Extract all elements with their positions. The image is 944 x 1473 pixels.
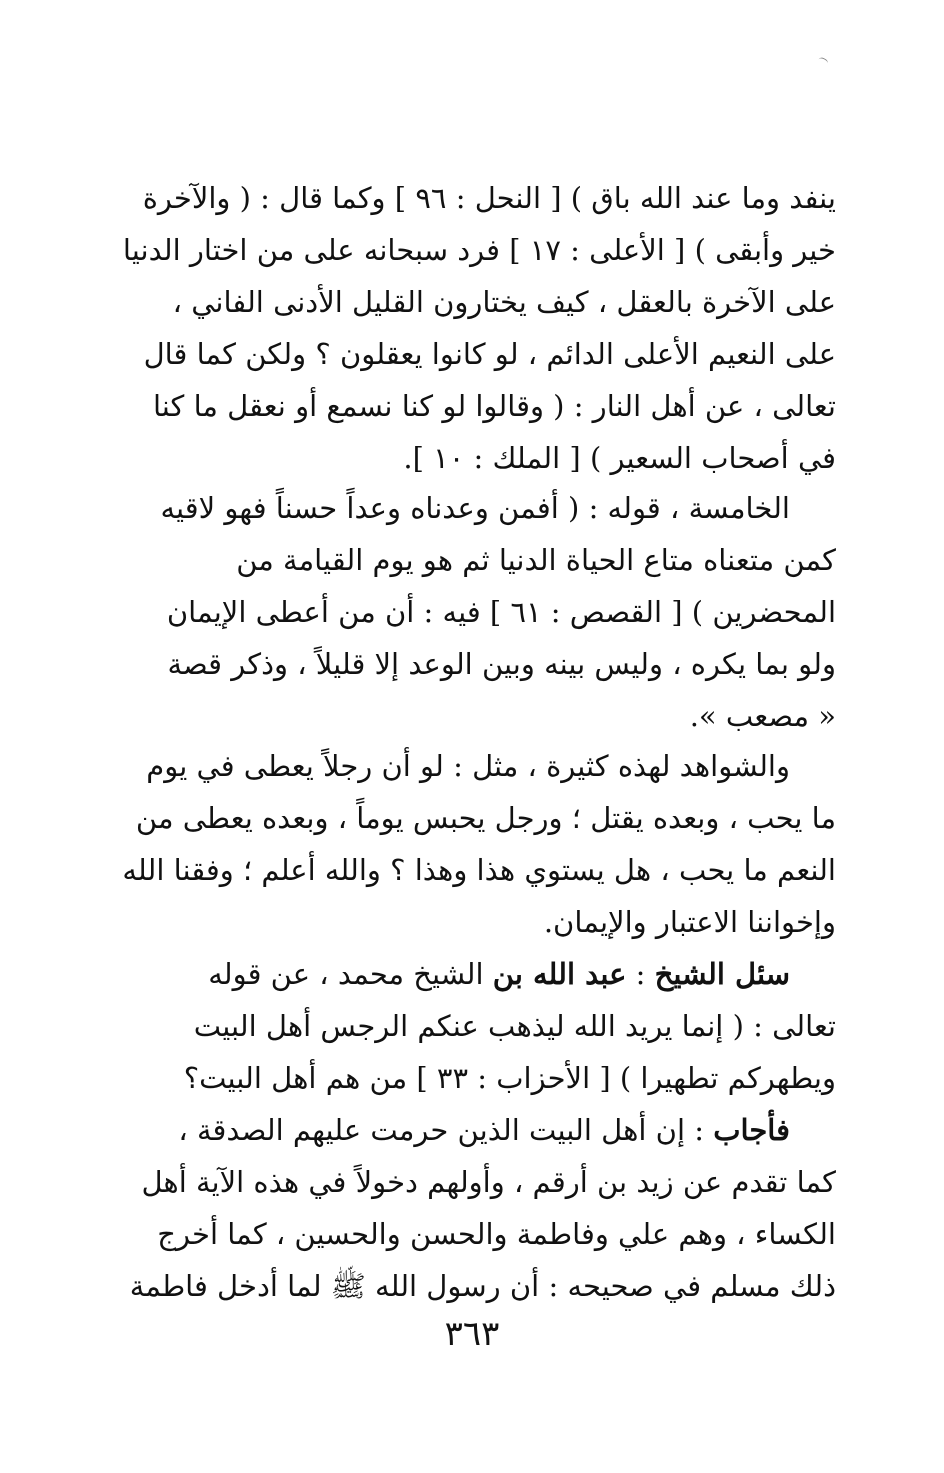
paragraph-2 (96, 482, 836, 742)
text-span: الشيخ محمد ، عن قوله (208, 957, 493, 991)
text-line (96, 1104, 836, 1156)
text-line: ينفد وما عند الله باق ) [ النحل : ٩٦ ] وكما قال : ( والآخرة (142, 181, 836, 215)
text-line: ذلك مسلم في صحيحه : أن رسول الله ﷺ لما أدخل فاطمة (129, 1269, 836, 1303)
text-line: وإخواننا الاعتبار والإيمان. (543, 905, 836, 939)
text-line: كمن متعناه متاع الحياة الدنيا ثم هو يوم القيامة من (236, 543, 836, 577)
text-line: والشواهد لهذه كثيرة ، مثل : لو أن رجلاً يعطى في يوم (146, 749, 790, 783)
scholar-name: عبد الله بن (492, 957, 627, 991)
text-span: : (626, 957, 655, 991)
answer-lead: فأجاب (713, 1113, 790, 1147)
text-line: المحضرين ) [ القصص : ٦١ ] فيه : أن من أعطى الإيمان (166, 595, 836, 629)
paragraph-1 (96, 172, 836, 484)
text-line: ويطهركم تطهيرا ) [ الأحزاب : ٣٣ ] من هم أهل البيت؟ (183, 1061, 836, 1095)
text-line: خير وأبقى ) [ الأعلى : ١٧ ] فرد سبحانه على من اختار الدنيا (122, 233, 836, 267)
text-line: ولو بما يكره ، وليس بينه وبين الوعد إلا قليلاً ، وذكر قصة (167, 647, 836, 681)
text-line: تعالى ، عن أهل النار : ( وقالوا لو كنا نسمع أو نعقل ما كنا (152, 389, 836, 423)
text-line: النعم ما يحب ، هل يستوي هذا وهذا ؟ والله أعلم ؛ وفقنا الله (122, 853, 836, 887)
paragraph-4-question (96, 948, 836, 1104)
text-line: تعالى : ( إنما يريد الله ليذهب عنكم الرجس أهل البيت (193, 1009, 836, 1043)
text-line: كما تقدم عن زيد بن أرقم ، وأولهم دخولاً في هذه الآية أهل (141, 1165, 836, 1199)
text-line (96, 948, 836, 1000)
question-lead: سئل الشيخ (654, 957, 790, 991)
paragraph-3 (96, 740, 836, 948)
text-line: الخامسة ، قوله : ( أفمن وعدناه وعداً حسناً فهو لاقيه (160, 491, 790, 525)
text-line: ما يحب ، وبعده يقتل ؛ ورجل يحبس يوماً ، وبعده يعطى من (135, 801, 836, 835)
corner-mark (817, 56, 829, 67)
page-number: ٣٦٣ (444, 1314, 500, 1354)
text-span: : إن أهل البيت الذين حرمت عليهم الصدقة ، (178, 1113, 714, 1147)
text-line: « مصعب ». (689, 699, 836, 733)
text-line: في أصحاب السعير ) [ الملك : ١٠ ]. (403, 441, 836, 475)
text-line: على الآخرة بالعقل ، كيف يختارون القليل الأدنى الفاني ، (172, 285, 836, 319)
paragraph-5-answer (96, 1104, 836, 1312)
text-line: على النعيم الأعلى الدائم ، لو كانوا يعقلون ؟ ولكن كما قال (143, 337, 836, 371)
text-line: الكساء ، وهم علي وفاطمة والحسن والحسين ، كما أخرج (157, 1217, 836, 1251)
